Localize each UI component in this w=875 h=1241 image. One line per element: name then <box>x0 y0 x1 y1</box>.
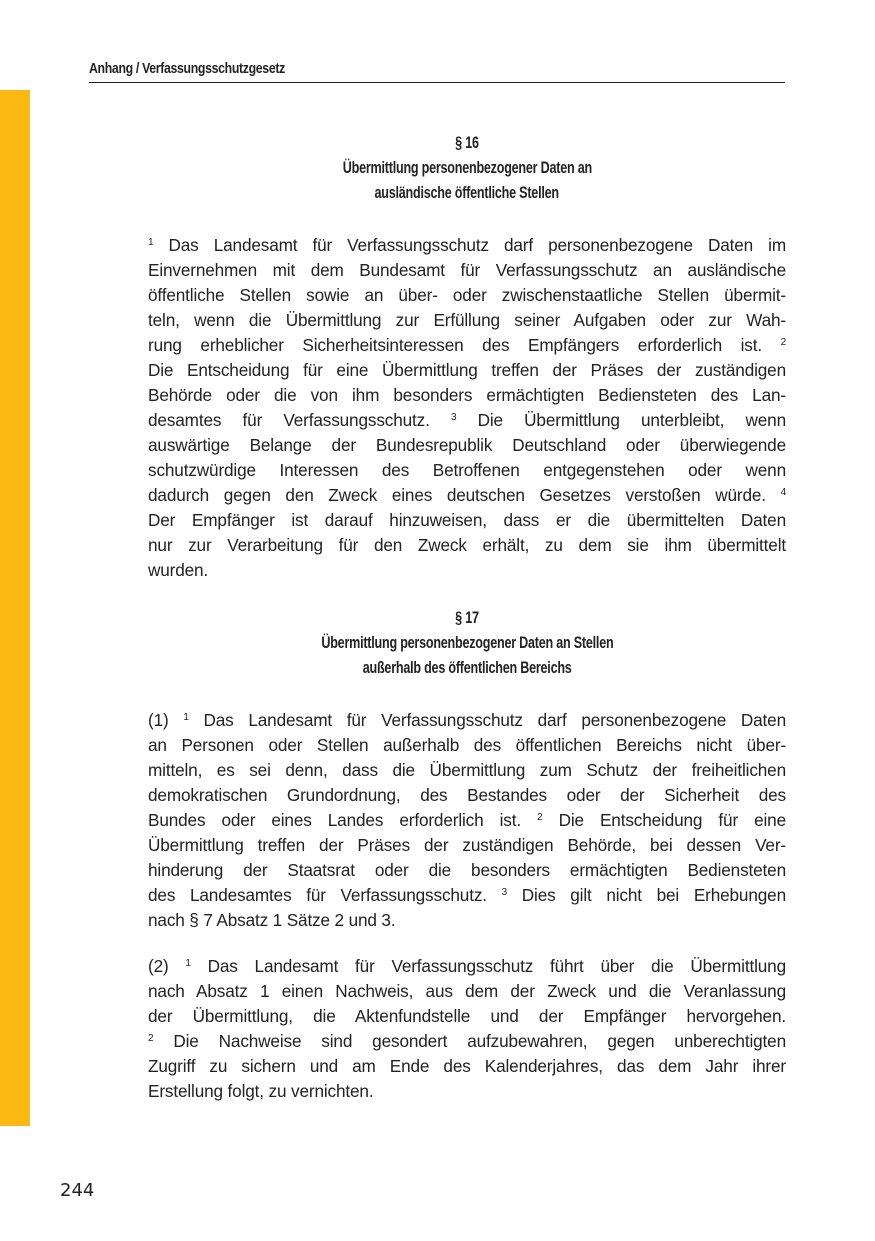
text-line <box>148 258 786 283</box>
paragraph <box>148 954 786 1104</box>
line-text: nur zur Verarbeitung für den Zweck erhält, zu dem sie ihm übermittelt <box>148 535 786 555</box>
line-text: Erstellung folgt, zu vernichten. <box>148 1081 374 1101</box>
line-text: des Landesamtes für Verfassungsschutz. <box>148 885 487 905</box>
line-text: dadurch gegen den Zweck eines deutschen Gesetzes verstoßen würde. <box>148 485 766 505</box>
text-line <box>148 1079 786 1104</box>
section-title-line: Übermittlung personenbezogener Daten an Stellen <box>320 633 614 652</box>
section-heading <box>148 605 786 680</box>
sentence-number: 3 <box>501 887 508 898</box>
line-text: desamtes für Verfassungsschutz. <box>148 410 430 430</box>
text-line <box>148 979 786 1004</box>
line-text: nach Absatz 1 einen Nachweis, aus dem der Zweck und die Veranlassung <box>148 981 786 1001</box>
line-text: Das Landesamt für Verfassungsschutz darf personenbezogene Daten <box>188 710 786 730</box>
text-line <box>148 558 786 583</box>
line-text: Die Entscheidung für eine Übermittlung treffen der Präses der zuständigen <box>148 360 786 380</box>
section-title-line: außerhalb des öffentlichen Bereichs <box>362 658 572 677</box>
sentence-number: 4 <box>780 487 786 498</box>
sentence-number: 3 <box>450 412 457 423</box>
paragraph <box>148 233 786 583</box>
text-line <box>148 783 786 808</box>
sentence-number: 1 <box>185 958 191 969</box>
line-text: Übermittlung treffen der Präses der zuständigen Behörde, bei dessen Ver- <box>148 835 786 855</box>
line-text: teln, wenn die Übermittlung zur Erfüllung seiner Aufgaben oder zur Wah- <box>148 310 786 330</box>
line-text: mitteln, es sei denn, dass die Übermittlung zum Schutz der freiheitlichen <box>148 760 786 780</box>
sentence-number: 1 <box>148 237 154 248</box>
line-text: der Übermittlung, die Aktenfundstelle und der Empfänger hervorgehen. <box>148 1006 786 1026</box>
line-text: Das Landesamt für Verfassungsschutz führt über die Übermittlung <box>190 956 786 976</box>
text-line <box>148 733 786 758</box>
line-text: Zugriff zu sichern und am Ende des Kalenderjahres, das dem Jahr ihrer <box>148 1056 786 1076</box>
line-text: Die Entscheidung für eine <box>542 810 787 830</box>
text-line <box>148 308 786 333</box>
line-text: Das Landesamt für Verfassungsschutz darf personenbezogene Daten im <box>153 235 786 255</box>
text-line <box>148 483 786 508</box>
line-text: rung erheblicher Sicherheitsinteressen des Empfängers erforderlich ist. <box>148 335 762 355</box>
line-text: schutzwürdige Interessen des Betroffenen entgegenstehen oder wenn <box>148 460 786 480</box>
text-line <box>148 1004 786 1029</box>
sentence-number: 2 <box>148 1033 154 1044</box>
text-line <box>148 433 786 458</box>
section-number: § 16 <box>455 133 479 152</box>
text-line <box>148 358 786 383</box>
text-line <box>148 908 786 933</box>
sentence-number: 2 <box>537 812 543 823</box>
line-text: Der Empfänger ist darauf hinzuweisen, dass er die übermittelten Daten <box>148 510 786 530</box>
line-text: nach § 7 Absatz 1 Sätze 2 und 3. <box>148 910 396 930</box>
text-line <box>148 533 786 558</box>
line-text: hinderung der Staatsrat oder die besonders ermächtigten Bediensteten <box>148 860 786 880</box>
line-text: Die Nachweise sind gesondert aufzubewahren, gegen unberechtigten <box>153 1031 786 1051</box>
text-line <box>148 283 786 308</box>
text-line <box>148 508 786 533</box>
text-line <box>148 383 786 408</box>
text-line <box>148 833 786 858</box>
text-line <box>148 233 786 258</box>
section-title-line: ausländische öffentliche Stellen <box>374 183 560 202</box>
text-line <box>148 333 786 358</box>
text-line <box>148 883 786 908</box>
text-line <box>148 408 786 433</box>
paragraph-number: (1) <box>148 710 184 730</box>
section-number: § 17 <box>455 608 479 627</box>
sentence-number: 1 <box>183 712 189 723</box>
text-line <box>148 1029 786 1054</box>
text-line <box>148 1054 786 1079</box>
line-text: Bundes oder eines Landes erforderlich ist. <box>148 810 521 830</box>
accent-side-bar <box>0 90 30 1126</box>
text-line <box>148 458 786 483</box>
sentence-number: 2 <box>780 337 786 348</box>
paragraph-number: (2) <box>148 956 186 976</box>
section-heading <box>148 130 786 205</box>
running-header <box>89 60 785 83</box>
paragraph <box>148 708 786 933</box>
text-line <box>148 808 786 833</box>
line-text: auswärtige Belange der Bundesrepublik Deutschland oder überwiegende <box>148 435 786 455</box>
text-line <box>148 858 786 883</box>
section-title-line: Übermittlung personenbezogener Daten an <box>342 158 592 177</box>
line-text: an Personen oder Stellen außerhalb des öffentlichen Bereichs nicht über- <box>148 735 786 755</box>
text-line <box>148 954 786 979</box>
line-text: wurden. <box>148 560 209 580</box>
line-text: demokratischen Grundordnung, des Bestandes oder der Sicherheit des <box>148 785 786 805</box>
page-number: 244 <box>60 1180 95 1201</box>
line-text: Behörde oder die von ihm besonders ermächtigten Bediensteten des Lan- <box>148 385 786 405</box>
text-line <box>148 708 786 733</box>
line-text: Die Übermittlung unterbleibt, wenn <box>456 410 786 430</box>
line-text: Dies gilt nicht bei Erhebungen <box>507 885 786 905</box>
running-header-title: Anhang / Verfassungsschutzgesetz <box>89 60 285 77</box>
line-text: öffentliche Stellen sowie an über- oder zwischenstaatliche Stellen übermit- <box>148 285 786 305</box>
line-text: Einvernehmen mit dem Bundesamt für Verfassungsschutz an ausländische <box>148 260 786 280</box>
text-line <box>148 758 786 783</box>
